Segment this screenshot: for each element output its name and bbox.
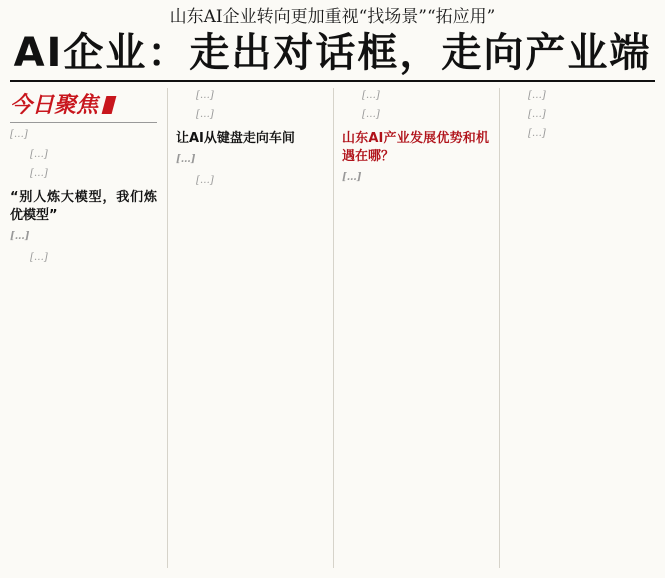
body-paragraph: […] <box>528 128 546 139</box>
article-column <box>499 88 655 568</box>
section-logo: 今日聚焦 <box>10 92 99 118</box>
body-paragraph: […] <box>362 109 380 120</box>
section-logo-mark <box>102 96 117 114</box>
main-headline: AI企业：走出对话框，走向产业端 <box>10 28 655 82</box>
body-paragraph: […] <box>30 252 48 263</box>
body-paragraph: […] <box>196 90 214 101</box>
article-body <box>10 88 655 568</box>
section-subhead: “别人炼大模型，我们炼优模型” <box>10 190 157 223</box>
body-paragraph: […] <box>196 175 214 186</box>
kicker-headline: 山东AI企业转向更加重视“找场景”“拓应用” <box>169 7 496 27</box>
body-paragraph: […] <box>30 149 48 160</box>
body-paragraph: […] <box>528 90 546 101</box>
section-masthead <box>10 88 157 123</box>
section-lead: […] <box>342 172 362 183</box>
body-paragraph: […] <box>30 168 48 179</box>
body-paragraph: […] <box>362 90 380 101</box>
body-paragraph: […] <box>196 109 214 120</box>
article-column <box>167 88 323 568</box>
section-lead: […] <box>10 231 30 242</box>
byline: […] <box>10 129 28 140</box>
article-column <box>333 88 489 568</box>
section-subhead: 让AI从键盘走向车间 <box>176 131 295 146</box>
section-subhead: 山东AI产业发展优势和机遇在哪？ <box>342 131 489 164</box>
article-column <box>10 88 157 568</box>
section-lead: […] <box>176 154 196 165</box>
body-paragraph: […] <box>528 109 546 120</box>
